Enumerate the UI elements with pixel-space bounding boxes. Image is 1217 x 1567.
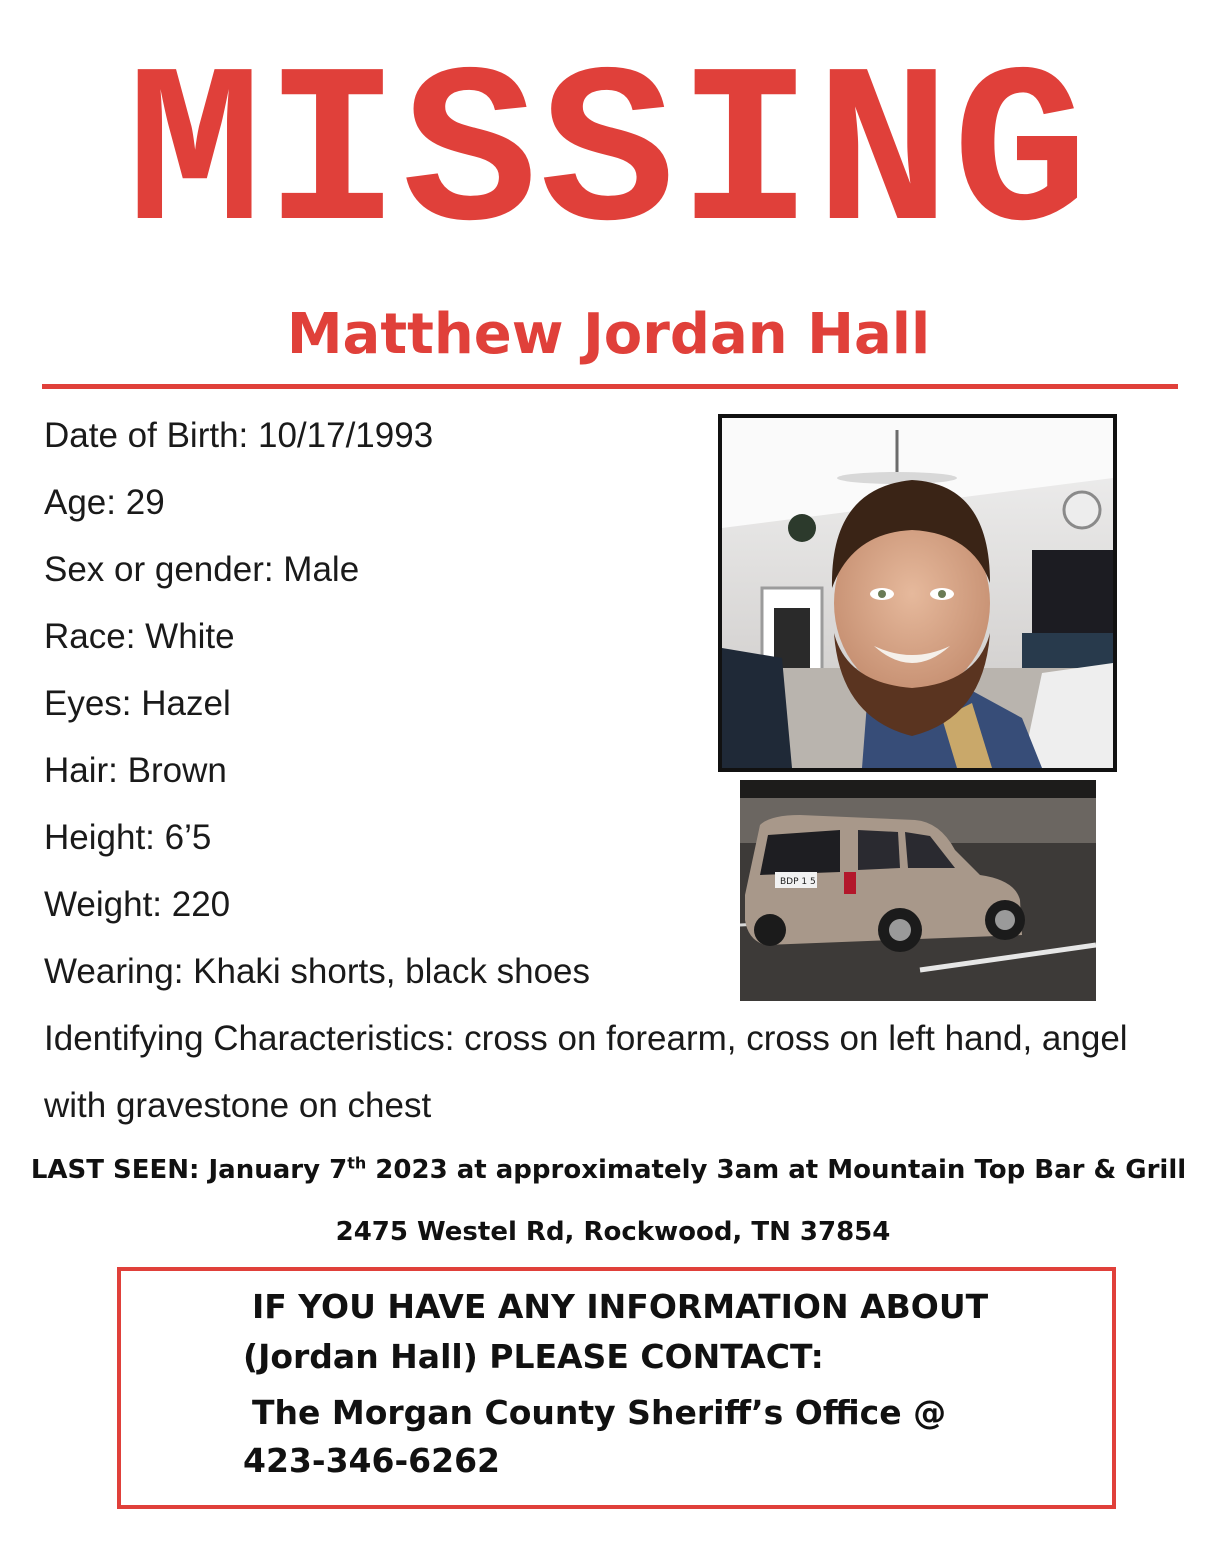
detail-age: Age: 29 bbox=[44, 483, 165, 522]
last-seen-date-month: January 7 bbox=[208, 1155, 348, 1185]
poster-title: MISSING bbox=[126, 30, 1091, 286]
person-photo bbox=[718, 414, 1117, 772]
detail-date-of-birth: Date of Birth: 10/17/1993 bbox=[44, 416, 434, 455]
last-seen-details: 2023 at approximately 3am at Mountain Top Bar & Grill bbox=[375, 1155, 1187, 1185]
missing-person-name: Matthew Jordan Hall bbox=[286, 302, 931, 367]
contact-phone: 423-346-6262 bbox=[243, 1441, 501, 1480]
detail-hair: Hair: Brown bbox=[44, 751, 227, 790]
last-seen-line bbox=[0, 1148, 1217, 1192]
divider-rule bbox=[42, 384, 1178, 389]
vehicle-photo-drawing bbox=[740, 780, 1096, 1001]
contact-line-2: (Jordan Hall) PLEASE CONTACT: bbox=[243, 1337, 824, 1376]
license-plate-text: BDP 1 5 bbox=[780, 877, 816, 887]
last-seen-label: LAST SEEN: bbox=[30, 1155, 200, 1185]
last-seen-date-suffix: th bbox=[347, 1153, 367, 1173]
contact-box bbox=[117, 1267, 1116, 1509]
person-photo-drawing bbox=[722, 418, 1113, 768]
contact-agency: The Morgan County Sheriff’s Office @ bbox=[252, 1393, 947, 1432]
last-seen-address: 2475 Westel Rd, Rockwood, TN 37854 bbox=[335, 1217, 891, 1247]
contact-line-1: IF YOU HAVE ANY INFORMATION ABOUT bbox=[252, 1287, 989, 1326]
detail-race: Race: White bbox=[44, 617, 235, 656]
detail-eyes: Eyes: Hazel bbox=[44, 684, 231, 723]
detail-weight: Weight: 220 bbox=[44, 885, 231, 924]
detail-identifying-characteristics: Identifying Characteristics: cross on forearm, cross on left hand, angel with gravestone on chest bbox=[44, 1019, 1128, 1125]
detail-sex: Sex or gender: Male bbox=[44, 550, 360, 589]
detail-height: Height: 6’5 bbox=[44, 818, 212, 857]
vehicle-photo bbox=[740, 780, 1096, 1001]
detail-wearing: Wearing: Khaki shorts, black shoes bbox=[44, 952, 591, 991]
